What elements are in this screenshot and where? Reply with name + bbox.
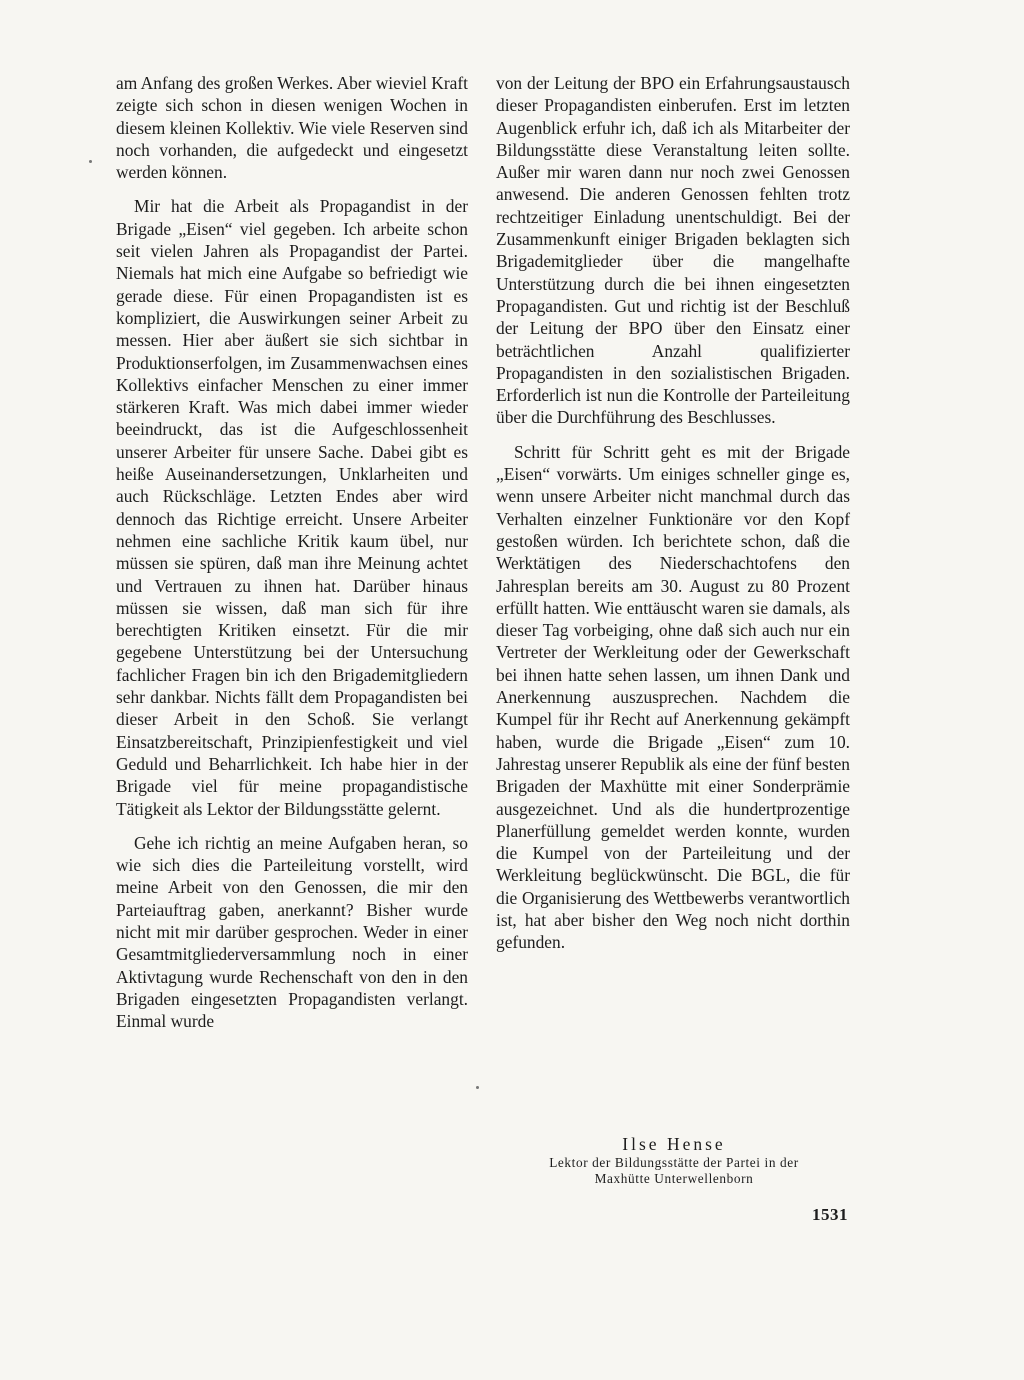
paragraph: am Anfang des großen Werkes. Aber wieviel Kraft zeigte sich schon in diesen wenigen Wochen in diesem kleinen Kollektiv. Wie viele Reserven sind noch vorhanden, die aufgedeckt und eingesetzt werden können. [116,73,468,183]
author-name: Ilse Hense [622,1134,726,1154]
paragraph: Gehe ich richtig an meine Aufgaben heran, so wie sich dies die Parteileitung vorstellt, wird meine Arbeit von den Genossen, die mir den Parteiauftrag gaben, anerkannt? Bisher wurde nicht mit mir darüber gesprochen. Weder in einer Gesamtmitgliederversammlung noch in einer Aktivtagung wurde Rechenschaft von den in den Brigaden eingesetzten Propagandisten verlangt. Einmal wurde [116,832,468,1032]
scan-speck [89,160,92,163]
author-role-line: Maxhütte Unterwellenborn [594,1171,754,1186]
author-signature [494,1133,854,1187]
left-column [116,72,468,1044]
paragraph: von der Leitung der BPO ein Erfahrungsaustausch dieser Propagandisten einberufen. Erst im letzten Augenblick erfuhr ich, daß ich als Mitarbeiter der Bildungsstätte diese Veranstaltung leiten sollte. Außer mir waren dann nur noch zwei Genossen anwesend. Die anderen Genossen fehlten trotz rechtzeitiger Einladung unentschuldigt. Bei der Zusammenkunft einiger Brigaden beklagten sich Brigademitglieder über die mangelhafte Unterstützung durch die bei ihnen eingesetzten Propagandisten. Gut und richtig ist der Beschluß der Leitung der BPO über den Einsatz einer beträchtlichen Anzahl qualifizierter Propagandisten in den sozialistischen Brigaden. Erforderlich ist nun die Kontrolle der Parteileitung über die Durchführung des Beschlusses. [496,73,850,428]
paragraph: Schritt für Schritt geht es mit der Brigade „Eisen“ vorwärts. Um einiges schneller ginge es, wenn unsere Arbeiter nicht manchmal durch das Verhalten einzelner Funktionäre vor den Kopf gestoßen würden. Ich berichtete schon, daß die Werktätigen des Niederschachtofens den Jahresplan bereits am 30. August zu 80 Prozent erfüllt hatten. Wie enttäuscht waren sie damals, als dieser Tag vorbeiging, ohne daß sich auch nur ein Vertreter der Werkleitung oder der Gewerkschaft bei ihnen hatte sehen lassen, um ihnen Dank und Anerkennung auszusprechen. Nachdem die Kumpel für ihr Recht auf Anerkennung gekämpft haben, wurde die Brigade „Eisen“ zum 10. Jahrestag unserer Republik als eine der fünf besten Brigaden der Maxhütte mit einer Sonderprämie ausgezeichnet. Und als die hundertprozentige Planerfüllung gemeldet werden konnte, wurden die Kumpel von der Parteileitung und der Werkleitung beglückwünscht. Die BGL, die für die Organisierung des Wettbewerbs verantwortlich ist, hat aber bisher den Weg noch nicht dorthin gefunden. [496,441,850,953]
right-column [496,72,850,966]
scan-speck [476,1086,479,1089]
page-number: 1531 [812,1205,848,1224]
author-role-line: Lektor der Bildungsstätte der Partei in der [549,1155,799,1170]
paragraph: Mir hat die Arbeit als Propagandist in der Brigade „Eisen“ viel gegeben. Ich arbeite schon seit vielen Jahren als Propagandist der Partei. Niemals hat mich eine Aufgabe so befriedigt wie gerade diese. Für einen Propagandisten ist es kompliziert, die Auswirkungen seiner Arbeit zu messen. Hier aber äußert sie sich sichtbar in Produktionserfolgen, im Zusammenwachsen eines Kollektivs einfacher Menschen zu einer immer stärkeren Kraft. Was mich dabei immer wieder beeindruckt, das ist die Aufgeschlossenheit unserer Arbeiter für unsere Sache. Dabei gibt es heiße Auseinandersetzungen, Unklarheiten und auch Rückschläge. Letzten Endes aber wird dennoch das Richtige erreicht. Unsere Arbeiter nehmen eine sachliche Kritik kaum übel, nur müssen sie spüren, daß man ihre Meinung achtet und Vertrauen zu ihnen hat. Darüber hinaus müssen sie wissen, daß man sich für ihre berechtigten Kritiken einsetzt. Für die mir gegebene Unterstützung bei der Untersuchung fachlicher Fragen bin ich den Brigademitgliedern sehr dankbar. Nichts fällt dem Propagandisten bei dieser Arbeit in den Schoß. Sie verlangt Einsatzbereitschaft, Prinzipienfestigkeit und viel Geduld und Beharrlichkeit. Ich habe hier in der Brigade viel für meine propagandistische Tätigkeit als Lektor der Bildungsstätte gelernt. [116,196,468,819]
